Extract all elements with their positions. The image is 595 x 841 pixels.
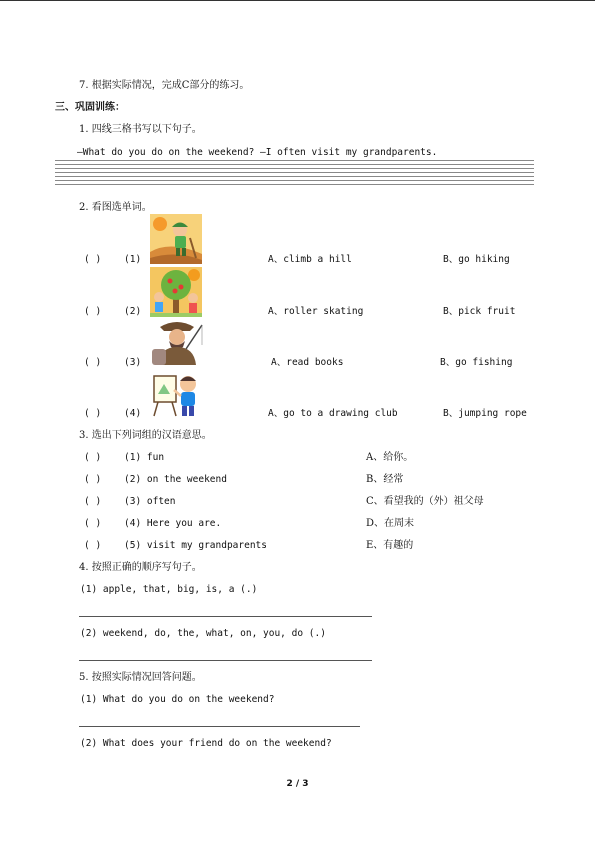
page-top-border xyxy=(0,0,595,1)
q3-title: 3. 选出下列词组的汉语意思。 xyxy=(79,430,212,441)
q1-sentence: —What do you do on the weekend? —I often visit my grandparents. xyxy=(77,147,438,158)
q3-row5-paren: ( ) xyxy=(84,540,102,551)
q4-answer-line-2 xyxy=(79,660,372,661)
q2-row3-num: (3) xyxy=(124,357,142,368)
q3-row2-paren: ( ) xyxy=(84,474,102,485)
q3-row2-item: (2) on the weekend xyxy=(124,474,227,485)
q4-answer-line-1 xyxy=(79,616,372,617)
q4-title: 4. 按照正确的顺序写句子。 xyxy=(79,562,202,573)
q2-row3-option-a: A、read books xyxy=(271,357,344,368)
q2-row4-num: (4) xyxy=(124,408,142,419)
q3-row1-item: (1) fun xyxy=(124,452,165,463)
step-7-text: 7. 根据实际情况，完成C部分的练习。 xyxy=(79,80,250,91)
q3-option-d: D、在周末 xyxy=(366,518,415,529)
page-number: 2 / 3 xyxy=(286,779,309,789)
q3-option-e: E、有趣的 xyxy=(366,540,414,551)
q3-row4-paren: ( ) xyxy=(84,518,102,529)
picture-picking-fruit xyxy=(150,267,202,317)
q5-answer-line-1 xyxy=(79,726,360,727)
q3-row5-item: (5) visit my grandparents xyxy=(124,540,267,551)
q2-row1-num: (1) xyxy=(124,254,142,265)
q2-row2-num: (2) xyxy=(124,306,142,317)
q2-row1-paren: ( ) xyxy=(84,254,102,265)
q2-row2-option-b: B、pick fruit xyxy=(443,306,516,317)
section-title: 三、巩固训练： xyxy=(55,102,125,113)
picture-boy-drawing xyxy=(150,370,204,418)
q2-row2-option-a: A、roller skating xyxy=(268,306,364,317)
q2-row4-option-b: B、jumping rope xyxy=(443,408,527,419)
picture-hiking-boy xyxy=(150,214,202,264)
q4-item1: (1) apple, that, big, is, a (.) xyxy=(80,584,258,595)
q2-row3-paren: ( ) xyxy=(84,357,102,368)
q3-row4-item: (4) Here you are. xyxy=(124,518,222,529)
q2-row2-paren: ( ) xyxy=(84,306,102,317)
four-line-grid-2 xyxy=(55,172,534,188)
picture-fisherman xyxy=(150,319,204,369)
q2-row4-paren: ( ) xyxy=(84,408,102,419)
q3-option-a: A、给你。 xyxy=(366,452,414,463)
q2-row3-option-b: B、go fishing xyxy=(440,357,513,368)
q5-item1: (1) What do you do on the weekend? xyxy=(80,694,275,705)
q2-row1-option-b: B、go hiking xyxy=(443,254,510,265)
q3-option-c: C、看望我的（外）祖父母 xyxy=(366,496,484,507)
q2-row4-option-a: A、go to a drawing club xyxy=(268,408,398,419)
q1-title: 1. 四线三格书写以下句子。 xyxy=(79,124,202,135)
q3-row3-paren: ( ) xyxy=(84,496,102,507)
q2-title: 2. 看图选单词。 xyxy=(79,202,152,213)
q5-title: 5. 按照实际情况回答问题。 xyxy=(79,672,202,683)
q3-row3-item: (3) often xyxy=(124,496,176,507)
q3-row1-paren: ( ) xyxy=(84,452,102,463)
q3-option-b: B、经常 xyxy=(366,474,404,485)
q2-row1-option-a: A、climb a hill xyxy=(268,254,352,265)
q4-item2: (2) weekend, do, the, what, on, you, do (.) xyxy=(80,628,326,639)
q5-item2: (2) What does your friend do on the weekend? xyxy=(80,738,332,749)
